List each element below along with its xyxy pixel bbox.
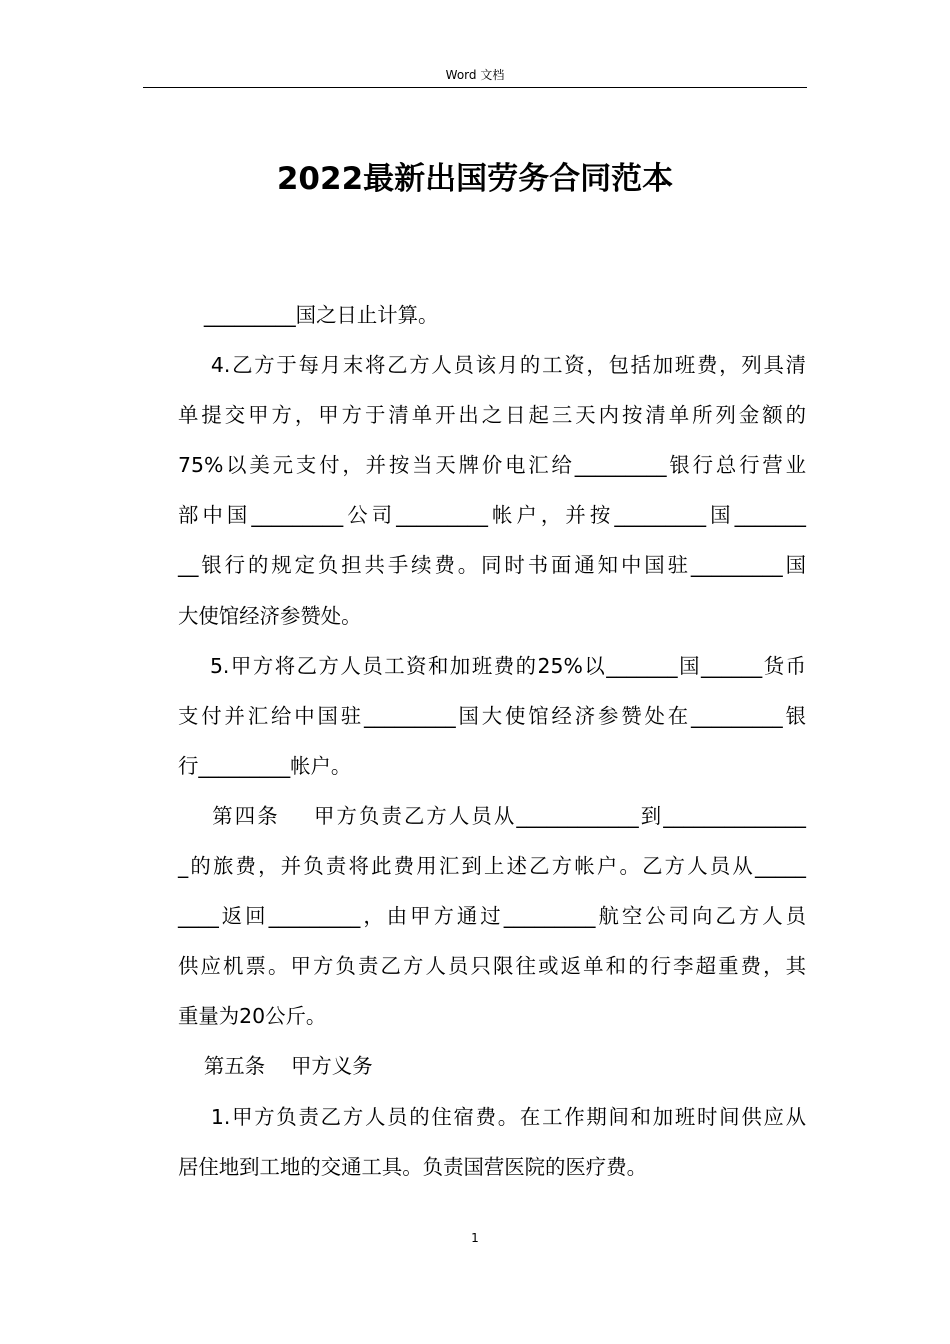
body-line: _的旅费，并负责将此费用汇到上述乙方帐户。乙方人员从_____	[178, 854, 806, 879]
body-line: 第五条 甲方义务	[178, 1054, 373, 1079]
body-line: 4.乙方于每月末将乙方人员该月的工资，包括加班费，列具清	[178, 353, 806, 378]
body-line: 75%以美元支付，并按当天牌价电汇给_________银行总行营业	[178, 453, 806, 478]
body-line: 第四条 甲方负责乙方人员从____________到______________	[178, 803, 806, 828]
body-line: 供应机票。甲方负责乙方人员只限往或返单和的行李超重费，其	[178, 954, 806, 979]
body-line: 1.甲方负责乙方人员的住宿费。在工作期间和加班时间供应从	[178, 1104, 806, 1129]
page-number: 1	[471, 1231, 479, 1245]
body-line: 5.甲方将乙方人员工资和加班费的25%以_______国______货币	[178, 653, 806, 678]
body-line: 行_________帐户。	[178, 753, 352, 778]
body-line: _________国之日止计算。	[178, 303, 439, 327]
document-title: 2022最新出国劳务合同范本	[276, 161, 674, 197]
body-line: 重量为20公斤。	[178, 1004, 327, 1029]
body-line: __银行的规定负担共手续费。同时书面通知中国驻_________国	[178, 553, 806, 578]
header-divider	[143, 87, 807, 88]
body-line: 大使馆经济参赞处。	[178, 603, 362, 628]
document-body	[178, 290, 806, 1192]
body-line: 部中国_________公司_________帐户，并按_________国_______	[178, 503, 806, 528]
body-line: 居住地到工地的交通工具。负责国营医院的医疗费。	[178, 1154, 647, 1179]
body-line: 支付并汇给中国驻_________国大使馆经济参赞处在_________银	[178, 703, 806, 728]
page-header: Word 文档	[445, 68, 505, 82]
body-line: 单提交甲方，甲方于清单开出之日起三天内按清单所列金额的	[178, 403, 806, 428]
body-line: ____返回_________，由甲方通过_________航空公司向乙方人员	[178, 904, 806, 929]
